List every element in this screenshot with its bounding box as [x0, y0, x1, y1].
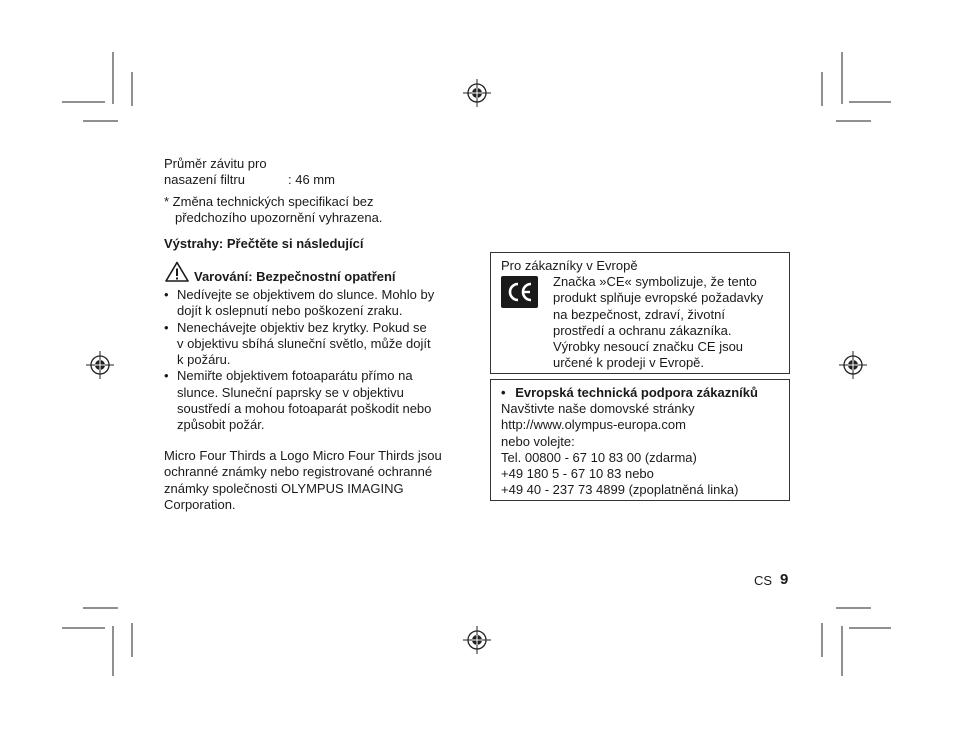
- support-line: nebo volejte:: [501, 433, 575, 449]
- trademark-line: ochranné známky nebo registrované ochranné: [164, 464, 433, 480]
- ce-logo-icon: [501, 276, 538, 308]
- support-url: http://www.olympus-europa.com: [501, 417, 686, 433]
- registration-mark-icon: [86, 351, 114, 379]
- list-item-line: Nedívejte se objektivem do slunce. Mohlo by: [177, 287, 435, 302]
- europe-box-line: Značka »CE« symbolizuje, že tento: [553, 274, 757, 289]
- list-item-line: Nenechávejte objektiv bez krytky. Pokud se: [177, 319, 427, 335]
- list-item-line: soustředí a mohou fotoaparát poškodit nebo: [177, 401, 432, 417]
- trademark-line: Corporation.: [164, 496, 236, 512]
- list-item: [164, 287, 464, 320]
- warnings-heading: Výstrahy: Přečtěte si následující: [164, 236, 364, 251]
- spec-label-line2: nasazení filtru: [164, 172, 245, 187]
- spec-label-line1: Průměr závitu pro: [164, 156, 267, 171]
- list-item-line: slunce. Sluneční paprsky se v objektivu: [177, 384, 404, 400]
- list-item: [164, 320, 464, 369]
- europe-box-line: na bezpečnost, zdraví, životní: [553, 306, 725, 322]
- support-box-body: [501, 401, 738, 499]
- language-code: CS: [754, 573, 773, 588]
- support-phone: Tel. 00800 - 67 10 83 00 (zdarma): [501, 449, 697, 465]
- list-item-line: dojít k oslepnutí nebo poškození zraku.: [177, 303, 403, 319]
- bullet-icon: •: [501, 385, 506, 400]
- spec-value: : 46 mm: [288, 172, 335, 187]
- trademark-notice: [164, 448, 442, 513]
- list-item-line: v objektivu sbíhá sluneční světlo, může dojít: [177, 335, 431, 351]
- list-item-line: k požáru.: [177, 352, 231, 368]
- registration-mark-icon: [839, 351, 867, 379]
- bullet-icon: •: [164, 368, 169, 384]
- support-phone: +49 40 - 237 73 4899 (zpoplatněná linka): [501, 482, 739, 498]
- europe-box-body: [553, 274, 763, 372]
- support-box: [490, 379, 790, 501]
- caution-list: [164, 287, 464, 434]
- page-number: 9: [780, 571, 789, 588]
- support-line: Navštivte naše domovské stránky: [501, 401, 695, 416]
- registration-mark-icon: [463, 79, 491, 107]
- caution-title: Varování: Bezpečnostní opatření: [194, 269, 396, 284]
- europe-customers-box: [490, 252, 790, 374]
- trademark-line: známky společnosti OLYMPUS IMAGING: [164, 480, 404, 496]
- support-phone: +49 180 5 - 67 10 83 nebo: [501, 466, 654, 482]
- list-item-line: Nemiřte objektivem fotoaparátu přímo na: [177, 368, 413, 384]
- bullet-icon: •: [164, 287, 169, 302]
- europe-box-line: určené k prodeji v Evropě.: [553, 355, 705, 371]
- support-box-title-row: [501, 385, 758, 401]
- europe-box-line: Výrobky nesoucí značku CE jsou: [553, 339, 744, 355]
- europe-box-title: Pro zákazníky v Evropě: [501, 258, 638, 273]
- europe-box-line: prostředí a ochranu zákazníka.: [553, 322, 732, 338]
- note-line1: * Změna technických specifikací bez: [164, 194, 374, 209]
- list-item-line: způsobit požár.: [177, 417, 265, 433]
- note-line2: předchozího upozornění vyhrazena.: [175, 210, 383, 225]
- trademark-line: Micro Four Thirds a Logo Micro Four Thirds jsou: [164, 448, 442, 463]
- warning-triangle-icon: [165, 261, 189, 282]
- bullet-icon: •: [164, 319, 169, 335]
- registration-mark-icon: [463, 626, 491, 654]
- list-item: [164, 368, 464, 433]
- support-box-title: Evropská technická podpora zákazníků: [515, 385, 758, 400]
- europe-box-line: produkt splňuje evropské požadavky: [553, 290, 764, 306]
